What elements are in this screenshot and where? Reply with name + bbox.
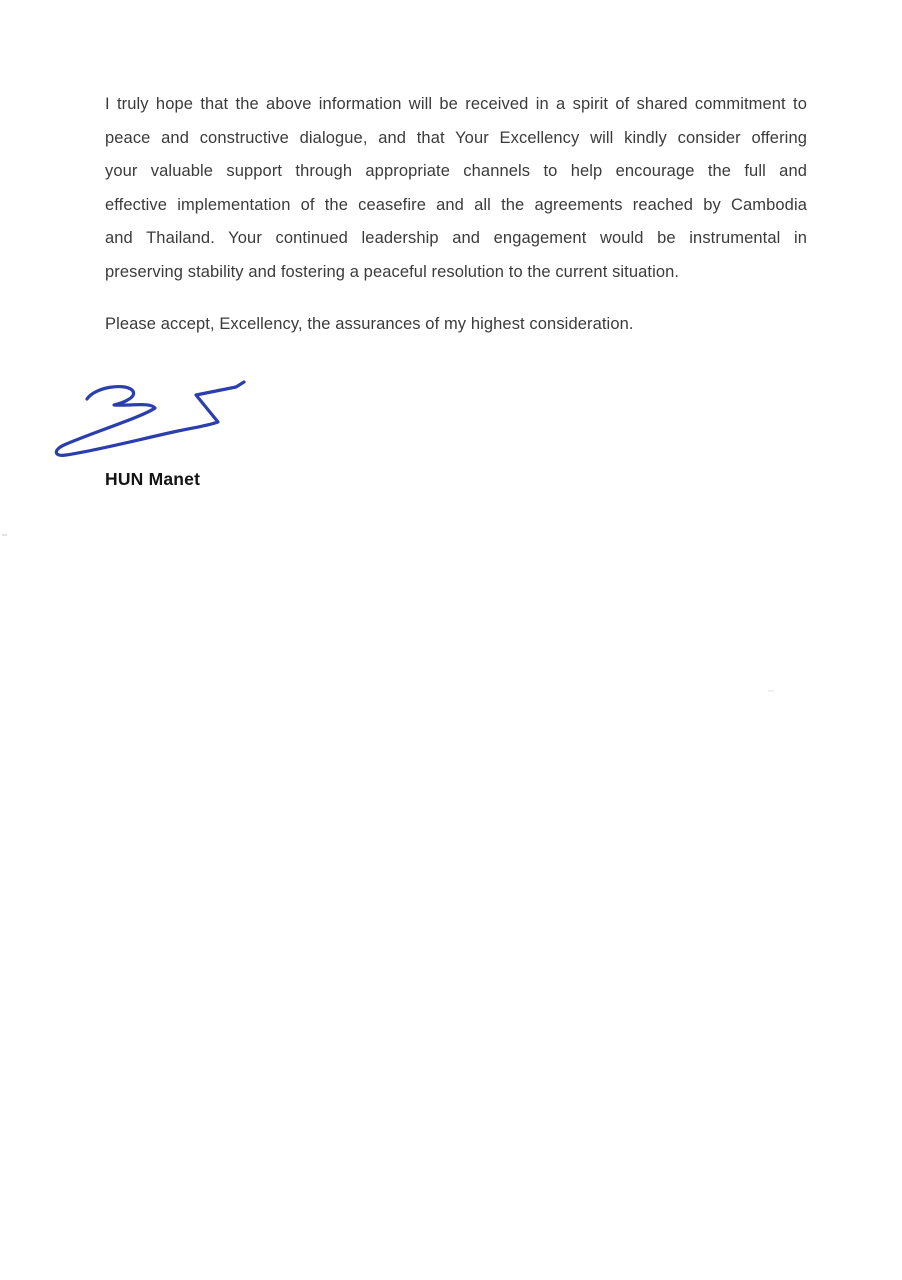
signature-ink-icon <box>52 374 252 462</box>
paragraph-1-line-2: peace and constructive dialogue, and that Your Excellency will kindly consider offering <box>105 128 807 147</box>
signature-block <box>52 374 252 462</box>
letter-body-paragraph-1 <box>105 88 807 289</box>
paragraph-1-line-5: and Thailand. Your continued leadership and engagement would be instrumental in <box>105 229 807 247</box>
scan-artifact <box>768 690 774 692</box>
signature-ink-path <box>56 382 244 455</box>
scan-artifact <box>2 534 7 536</box>
letter-body-paragraph-2 <box>105 308 807 342</box>
paragraph-1-line-3: your valuable support through appropriate channels to help encourage the full and <box>105 162 807 180</box>
paragraph-2-line-1: Please accept, Excellency, the assurances of my highest consideration. <box>105 315 634 333</box>
signatory-name: HUN Manet <box>105 469 201 489</box>
paragraph-1-line-4: effective implementation of the ceasefire and all the agreements reached by Cambodia <box>105 195 807 214</box>
paragraph-1-line-6: preserving stability and fostering a peaceful resolution to the current situation. <box>105 262 680 281</box>
paragraph-1-line-1: I truly hope that the above information will be received in a spirit of shared commitment to <box>105 95 807 113</box>
